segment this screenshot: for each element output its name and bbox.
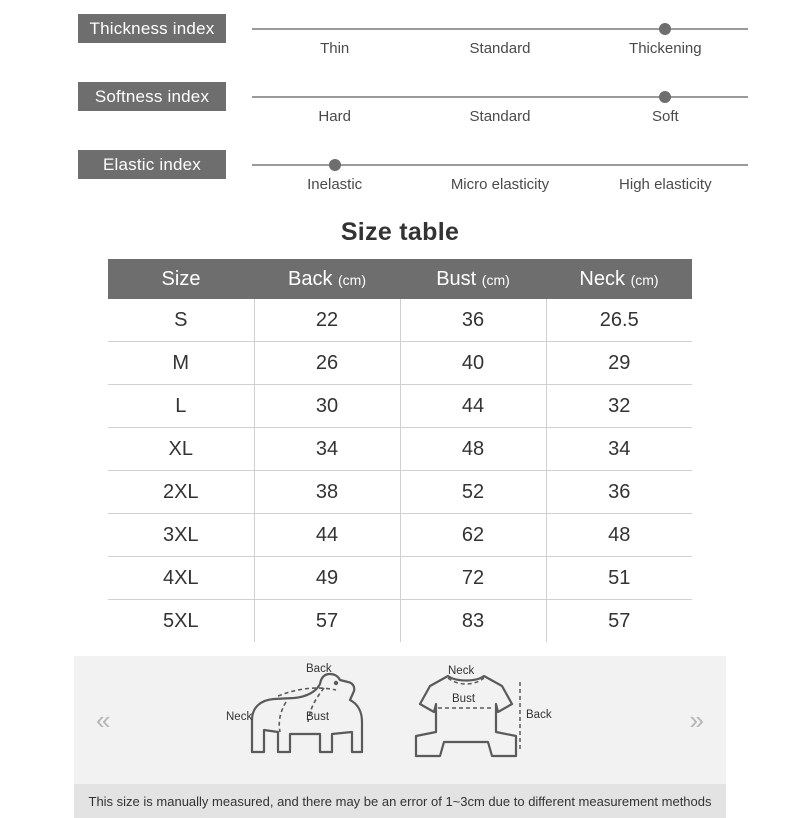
slider-tick-label: Soft [651, 108, 679, 125]
cell-size: S [108, 299, 254, 342]
cell-size: L [108, 385, 254, 428]
table-row [108, 342, 692, 385]
slider-tick-label: Hard [318, 108, 351, 125]
column-header-size [108, 259, 254, 299]
slider-ticks [252, 108, 748, 125]
column-header-unit: (cm) [630, 271, 659, 288]
table-row [108, 471, 692, 514]
slider-thumb[interactable] [659, 91, 671, 103]
index-label-thickness: Thickness index [78, 14, 226, 43]
measurement-diagram [220, 656, 580, 784]
table-row [108, 428, 692, 471]
column-header-unit: (cm) [338, 271, 367, 288]
cell-back: 26 [254, 342, 400, 385]
column-header-text: Size [161, 267, 201, 290]
measurement-diagram-strip [74, 656, 726, 784]
cell-size: M [108, 342, 254, 385]
garment-outline-icon [416, 676, 516, 756]
column-header-text: Back [287, 267, 333, 290]
cell-neck: 32 [546, 385, 692, 428]
index-row-softness [0, 74, 800, 142]
slider-track [252, 164, 748, 166]
dog-label-bust: Bust [306, 711, 330, 723]
table-row [108, 385, 692, 428]
index-row-thickness [0, 6, 800, 74]
cell-back: 34 [254, 428, 400, 471]
index-label-elastic: Elastic index [78, 150, 226, 179]
slider-tick-label: Standard [469, 108, 531, 125]
garment-label-bust: Bust [452, 693, 476, 705]
garment-measure-labels [448, 665, 552, 721]
dog-measure-labels [226, 663, 332, 723]
slider-tick-label: High elasticity [619, 176, 712, 193]
column-header-text: Bust [436, 267, 477, 290]
slider-ticks [252, 40, 748, 57]
cell-size: 4XL [108, 557, 254, 600]
cell-size: XL [108, 428, 254, 471]
cell-neck: 29 [546, 342, 692, 385]
cell-back: 49 [254, 557, 400, 600]
garment-label-neck: Neck [448, 665, 475, 677]
slider-tick-label: Micro elasticity [450, 176, 550, 193]
cell-bust: 52 [400, 471, 546, 514]
cell-back: 22 [254, 299, 400, 342]
table-row [108, 299, 692, 342]
size-table [108, 259, 692, 642]
table-row [108, 600, 692, 643]
measurement-note: This size is manually measured, and there may be an error of 1~3cm due to different measurement methods [74, 784, 726, 818]
dog-label-back: Back [306, 663, 332, 675]
cell-bust: 40 [400, 342, 546, 385]
slider-track [252, 96, 748, 98]
cell-size: 2XL [108, 471, 254, 514]
cell-bust: 44 [400, 385, 546, 428]
column-header-neck [546, 259, 692, 299]
cell-back: 38 [254, 471, 400, 514]
column-header-bust [400, 259, 546, 299]
cell-neck: 26.5 [546, 299, 692, 342]
slider-thumb[interactable] [329, 159, 341, 171]
cell-bust: 83 [400, 600, 546, 643]
table-header-row [108, 259, 692, 299]
cell-size: 3XL [108, 514, 254, 557]
column-header-unit: (cm) [481, 271, 510, 288]
cell-neck: 57 [608, 609, 631, 632]
index-sliders [0, 0, 800, 210]
slider-tick-label: Standard [469, 40, 531, 57]
cell-size: 5XL [108, 600, 254, 643]
cell-neck: 34 [546, 428, 692, 471]
slider-ticks [252, 176, 748, 193]
slider-tick-label: Inelastic [307, 176, 363, 193]
slider-thumb[interactable] [659, 23, 671, 35]
column-header-back [254, 259, 400, 299]
table-row [108, 557, 692, 600]
dog-label-neck: Neck [226, 711, 253, 723]
next-arrow-icon[interactable]: » [689, 705, 704, 735]
cell-neck: 48 [546, 514, 692, 557]
index-row-elastic [0, 142, 800, 210]
cell-back: 44 [254, 514, 400, 557]
cell-back: 30 [254, 385, 400, 428]
cell-back: 57 [254, 600, 400, 643]
cell-bust: 62 [400, 514, 546, 557]
slider-track [252, 28, 748, 30]
table-row [108, 514, 692, 557]
slider-tick-label: Thin [320, 40, 350, 57]
prev-arrow-icon[interactable]: « [96, 705, 111, 735]
column-header-text: Neck [579, 267, 625, 290]
cell-neck: 51 [546, 557, 692, 600]
cell-bust: 48 [400, 428, 546, 471]
size-table-title: Size table [340, 218, 460, 246]
slider-tick-label: Thickening [629, 40, 702, 57]
index-label-softness: Softness index [78, 82, 226, 111]
cell-neck: 36 [546, 471, 692, 514]
cell-bust: 72 [400, 557, 546, 600]
garment-label-back: Back [526, 709, 552, 721]
cell-bust: 36 [400, 299, 546, 342]
